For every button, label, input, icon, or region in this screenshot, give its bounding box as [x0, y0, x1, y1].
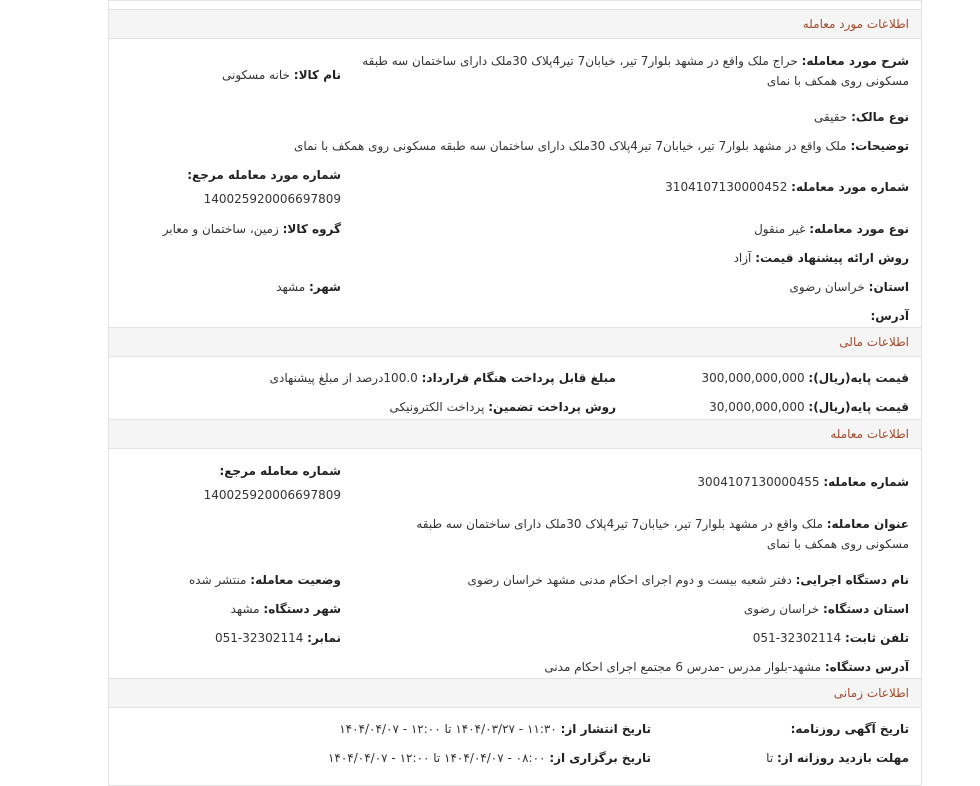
field-label: شهر:: [309, 280, 341, 294]
section-title: اطلاعات معامله: [830, 427, 909, 441]
field-label: آدرس دستگاه:: [824, 660, 909, 674]
field-label: شرح مورد معامله:: [801, 54, 909, 68]
section-title: اطلاعات زمانی: [833, 686, 909, 700]
field-label: روش پرداخت تضمین:: [488, 400, 616, 414]
field-value: 140025920006697809: [203, 192, 341, 206]
field-value: خانه مسکونی: [222, 68, 290, 82]
field-offer-method: [734, 248, 909, 268]
field-label: آدرس:: [870, 309, 909, 323]
field-value: حراج ملک واقع در مشهد بلوار7 تیر، خیابان7 تیر4پلاک 30ملک دارای ساختمان سه طبقه مسکونی روی همکف با نمای: [362, 54, 909, 88]
field-deal-ref-value: [204, 485, 341, 505]
field-org-address: [544, 657, 909, 677]
field-label: تلفن ثابت:: [844, 631, 909, 645]
section-header-time: [109, 678, 921, 708]
field-value: 3004107130000455: [697, 475, 820, 489]
field-city: [276, 277, 341, 297]
section-title: اطلاعات مورد معامله: [802, 17, 909, 31]
field-base-price: [702, 368, 909, 388]
field-owner-type: [814, 107, 909, 127]
field-label: نام کالا:: [293, 68, 341, 82]
field-label: روش ارائه پیشنهاد قیمت:: [755, 251, 909, 265]
field-item-number: [665, 177, 909, 197]
field-phone: [753, 628, 909, 648]
section-title: اطلاعات مالی: [839, 335, 909, 349]
field-ref-item-value: [204, 189, 341, 209]
field-value: 32302114-051: [752, 631, 842, 645]
field-value: غیر منقول: [754, 222, 806, 236]
field-value: 32302114-051: [215, 631, 304, 645]
field-description: [349, 51, 909, 91]
field-deal-status: [189, 570, 341, 590]
field-value: 140025920006697809: [203, 488, 341, 502]
field-ref-item-label: [187, 165, 341, 185]
field-value: ملک واقع در مشهد بلوار7 تیر، خیابان7 تیر4پلاک 30ملک دارای ساختمان سه طبقه مسکونی روی همکف با نمای: [416, 517, 909, 551]
field-goods-name: [222, 65, 341, 85]
field-label: تاریخ برگزاری از:: [549, 751, 651, 765]
field-value: مشهد-بلوار مدرس -مدرس 6 مجتمع اجرای احکام مدنی: [544, 660, 822, 674]
field-label: شماره معامله:: [823, 475, 909, 489]
field-label: عنوان معامله:: [826, 517, 909, 531]
field-label: شماره معامله مرجع:: [219, 464, 341, 478]
field-value: پرداخت الکترونیکی: [389, 400, 485, 414]
field-value: 100.0درصد از مبلغ پیشنهادی: [269, 371, 418, 385]
section-header-transaction-info: [109, 9, 921, 39]
field-value: 300,000,000,000: [701, 371, 805, 385]
field-value: 30,000,000,000: [709, 400, 805, 414]
field-publish-date: [339, 719, 651, 739]
field-value: مشهد: [276, 280, 306, 294]
field-value: آزاد: [733, 251, 752, 265]
field-label: قیمت پایه(ریال):: [808, 400, 909, 414]
field-label: مبلغ قابل پرداخت هنگام قرارداد:: [421, 371, 616, 385]
field-deal-ref-label: [219, 461, 341, 481]
details-panel: [108, 0, 922, 786]
field-item-type: [754, 219, 909, 239]
field-org-name: [468, 570, 909, 590]
field-org-province: [744, 599, 909, 619]
field-newspaper-date: [791, 719, 909, 739]
field-label: شماره مورد معامله:: [791, 180, 909, 194]
field-value: ملک واقع در مشهد بلوار7 تیر، خیابان7 تیر4پلاک 30ملک دارای ساختمان سه طبقه مسکونی روی همکف با نمای: [294, 139, 847, 153]
field-label: شهر دستگاه:: [263, 602, 341, 616]
field-label: نوع مورد معامله:: [809, 222, 909, 236]
field-org-city: [231, 599, 341, 619]
field-value: خراسان رضوی: [743, 602, 820, 616]
field-value: مشهد: [230, 602, 260, 616]
field-label: نمابر:: [307, 631, 341, 645]
field-label: قیمت پایه(ریال):: [808, 371, 909, 385]
field-label: وضعیت معامله:: [250, 573, 341, 587]
field-value: دفتر شعبه بیست و دوم اجرای احکام مدنی مشهد خراسان رضوی: [467, 573, 792, 587]
field-label: تاریخ انتشار از:: [560, 722, 651, 736]
field-label: گروه کالا:: [282, 222, 341, 236]
field-label: تاریخ آگهی روزنامه:: [790, 722, 909, 736]
field-value: ۰۸:۰۰ - ۱۴۰۴/۰۴/۰۷ تا ۱۲:۰۰ - ۱۴۰۴/۰۴/۰۷: [327, 751, 546, 765]
section-header-financial: [109, 327, 921, 357]
field-label: نام دستگاه اجرایی:: [795, 573, 909, 587]
field-value: حقیقی: [814, 110, 848, 124]
field-guarantee: [390, 397, 616, 417]
field-base-price-2: [709, 397, 909, 417]
field-goods-group: [163, 219, 341, 239]
field-address: [870, 306, 909, 326]
field-label: مهلت بازدید روزانه از:: [777, 751, 909, 765]
field-label: شماره مورد معامله مرجع:: [187, 168, 341, 182]
field-label: نوع مالک:: [851, 110, 909, 124]
field-value: خراسان رضوی: [789, 280, 865, 294]
field-label: استان دستگاه:: [823, 602, 909, 616]
field-value: تا: [766, 751, 774, 765]
field-value: ۱۱:۳۰ - ۱۴۰۴/۰۳/۲۷ تا ۱۲:۰۰ - ۱۴۰۴/۰۴/۰۷: [339, 722, 557, 736]
field-notes: [294, 136, 909, 156]
field-province: [790, 277, 909, 297]
field-deal-number: [697, 472, 909, 492]
field-payable: [270, 368, 616, 388]
field-label: توضیحات:: [850, 139, 909, 153]
field-value: 3104107130000452: [665, 180, 788, 194]
field-value: منتشر شده: [188, 573, 247, 587]
field-hold-date: [328, 748, 651, 768]
field-fax: [215, 628, 341, 648]
field-label: استان:: [868, 280, 909, 294]
section-header-deal: [109, 419, 921, 449]
field-value: زمین، ساختمان و معابر: [162, 222, 279, 236]
field-deal-title: [384, 514, 909, 554]
field-visit-window: [766, 748, 909, 768]
